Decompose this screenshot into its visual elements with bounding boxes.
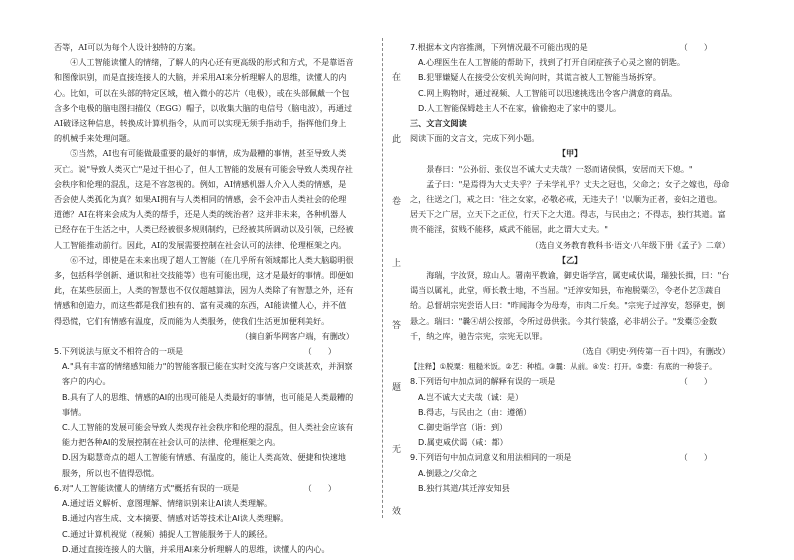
question-text: 6.对"人工智能读懂人的情绪方式"概括有误的一项是 (54, 482, 240, 493)
passage-paragraph: 海瑞，字汝贤，琼山人。署南平教谕，御史诣学宫，属吏咸伏谒，瑞独长揖，曰："台谒当以属礼，此堂，师长教士地，不当屈。"迁淳安知县，布袍脱粟②，令老仆艺③蔬自给。总督胡宗宪尝语人曰："昨闻海令为母寿，市肉二斤矣。"宗宪子过淳安，怒驿吏，倒悬之。瑞曰："曩④胡公按部，令所过毋供张。今其行装盛，必非胡公子。"发橐⑤金数千，纳之库，驰告宗宪，宗宪无以罪。 (410, 270, 730, 341)
option-d: D.因为聪慧奇点的超人工智能有情感、有温度的，能让人类高效、便捷和快速地服务，所以也不值得恐慌。 (62, 452, 346, 478)
answer-paren: （ ） (679, 452, 712, 463)
option-b: B.通过内容生成、文本摘要、情感对话等技术让AI读人类理解。 (62, 513, 289, 524)
question-text: 8.下列语句中加点词的解释有误的一项是 (410, 376, 556, 387)
option-b: B.犯罪嫌疑人在接受公安机关询问时，其谎言被人工智能当场拆穿。 (418, 72, 661, 83)
right-column (410, 40, 730, 496)
option-b: B.得志，与民由之（由：遵循） (418, 406, 532, 417)
binding-mark: 无 (392, 445, 402, 455)
answer-paren: （ ） (679, 42, 712, 52)
option-b: B.独行其道/其迁淳安知县 (418, 482, 510, 493)
answer-paren: （ ） (303, 482, 336, 493)
question-text: 9.下列语句中加点词意义和用法相同的一项是 (410, 452, 572, 463)
answer-paren: （ ） (679, 376, 712, 387)
option-b: B.具有了人的思维、情感的AI的出现可能是人类最好的事情，也可能是人类最糟的事情。 (62, 391, 354, 417)
passage-paragraph: ④人工智能读懂人的情绪，了解人的内心还有更高级的形式和方式，不是靠语音和图像识别，而是直接连接人的大脑，并采用AI来分析理解人的思维，读懂人的内心。比如，可以在头部的特定区域，植入微小的芯片（电极），或在头部佩戴一个包含多个电极的脑电图扫描仪（EGG）帽子，以收集大脑的电信号（脑电波），再通过AI破译这种信息，转换成计算机指令，从而可以实现无须手指动手，指挥他们身上的机械手来处理问题。 (54, 57, 354, 144)
passage-paragraph: ⑥不过，即使是在未来出现了超人工智能（在几乎所有领域都比人类大脑聪明很多，包括科学创新、通识和社交技能等）也有可能出现，这才是最好的事情。即便如此，在某些层面上，人类的智慧也不仅仅超越算法，因为人类除了有智慧之外，还有情感和创造力，而这些都是我们独有的、富有灵魂的东西，AI能读懂人心，并不值得恐慌，它们有情感有温度，反而能为人类服务，使我们生活更加便利美好。 (54, 254, 354, 326)
option-a: A.心理医生在人工智能的帮助下，找到了打开自闭症孩子心灵之窗的钥匙。 (418, 57, 685, 68)
binding-mark: 上 (392, 259, 402, 269)
binding-mark: 在 (392, 73, 402, 83)
option-a: A.倒悬之/父命之 (418, 467, 478, 478)
passage-paragraph: ⑤当然，AI也有可能做最重要的最好的事情，成为最糟的事情，甚至导致人类灭亡。说"导致人类灭亡"是过于担心了，但人工智能的发展有可能会导致人类现存社会秩序和伦理的混乱，这是不容忽视的。例如，AI情感机器人介入人类的情感，是否会使人类孤化为真？如果AI拥有与人类相同的情感，会不会冲击人类社会的伦理道德？AI在将来会成为人类的帮手，还是人类的统治者？这并非未来，各种机器人已经存在于生活之中，人类已经被很多规则制约，已经被其所调动以及引领，已经被人工智能推动前行。因此，AI的发展需要控制在社会认可的法律、伦理框架之内。 (54, 148, 354, 250)
option-c: C.通过计算机视觉（视频）捕捉人工智能服务于人的蹊径。 (62, 528, 273, 539)
passage-jia-title: 【甲】 (557, 148, 583, 159)
section-instruction: 阅读下面的文言文，完成下列小题。 (410, 133, 540, 144)
option-a: A."具有丰富的情绪感知能力"的智能客服已能在实时交流与客户交谈甚欢，并洞察客户的内心。 (62, 361, 353, 387)
answer-paren: （ ） (303, 346, 336, 357)
option-d: D.属吏咸伏谒（咸：都） (418, 437, 508, 448)
option-a: A.通过语义解析、意图理解、情绪识别来让AI读人类理解。 (62, 498, 273, 509)
passage-source: （选自《明史·列传第一百十四》，有删改） (577, 346, 730, 357)
passage-source: （摘自新华网客户端，有删改） (240, 330, 354, 341)
passage-paragraph: 孟子曰："是焉得为大丈夫乎？子未学礼乎？丈夫之冠也，父命之；女子之嫁也，母命之，往送之门，戒之曰：'往之女家，必敬必戒，无违夫子！'以顺为正者，妾妇之道也。居天下之广居，立天下之正位，行天下之大道。得志，与民由之；不得志，独行其道。富贵不能淫，贫贱不能移，威武不能屈，此之谓大丈夫。" (410, 178, 730, 235)
question-9-stem (410, 450, 730, 465)
binding-mark: 此 (392, 135, 402, 145)
question-6-stem (54, 481, 354, 496)
binding-line (382, 38, 383, 518)
passage-paragraph: 景春曰："公孙衍、张仪岂不诚大丈夫哉？一怒而诸侯惧，安居而天下熄。" (426, 163, 693, 174)
option-a: A.岂不诚大丈夫哉（诚：是） (418, 391, 524, 402)
question-text: 5.下列说法与原文不相符合的一项是 (54, 346, 184, 357)
option-c: C.御史诣学宫（诣：到） (418, 422, 508, 433)
question-5-stem (54, 344, 354, 359)
annotation-notes: 【注释】①脱粟：粗糙米饭。②艺：种植。③曩：从前。④发：打开。⑤橐：有底的一种袋子。 (410, 362, 717, 372)
section-heading: 三、文言文阅读 (410, 118, 467, 129)
left-column (54, 40, 354, 557)
option-c: C.网上购物时，通过视频、人工智能可以迅速挑选出令客户满意的商品。 (418, 87, 678, 98)
option-d: D.人工智能保姆趁主人不在家，偷偷抱走了家中的婴儿。 (418, 102, 622, 113)
binding-mark: 题 (392, 383, 402, 393)
passage-paragraph: 否等，AI可以为每个人设计独特的方案。 (54, 42, 201, 52)
option-c: C.人工智能的发展可能会导致人类现存社会秩序和伦理的混乱，但人类社会应该有能力把各种AI的发展控制在社会认可的法律、伦理框架之内。 (62, 422, 354, 448)
option-d: D.通过直接连接人的大脑，并采用AI来分析理解人的思维，读懂人的内心。 (62, 543, 330, 554)
passage-yi-title: 【乙】 (557, 254, 583, 265)
binding-mark: 答 (392, 321, 402, 331)
binding-mark: 卷 (392, 197, 402, 207)
question-7-stem (410, 40, 730, 55)
binding-mark: 效 (392, 507, 402, 517)
question-8-stem (410, 374, 730, 389)
question-text: 7.根据本文内容推测，下列情况最不可能出现的是 (410, 42, 588, 52)
passage-source: （选自义务教育教科书·语文·八年级下册《孟子》二章） (530, 239, 730, 250)
